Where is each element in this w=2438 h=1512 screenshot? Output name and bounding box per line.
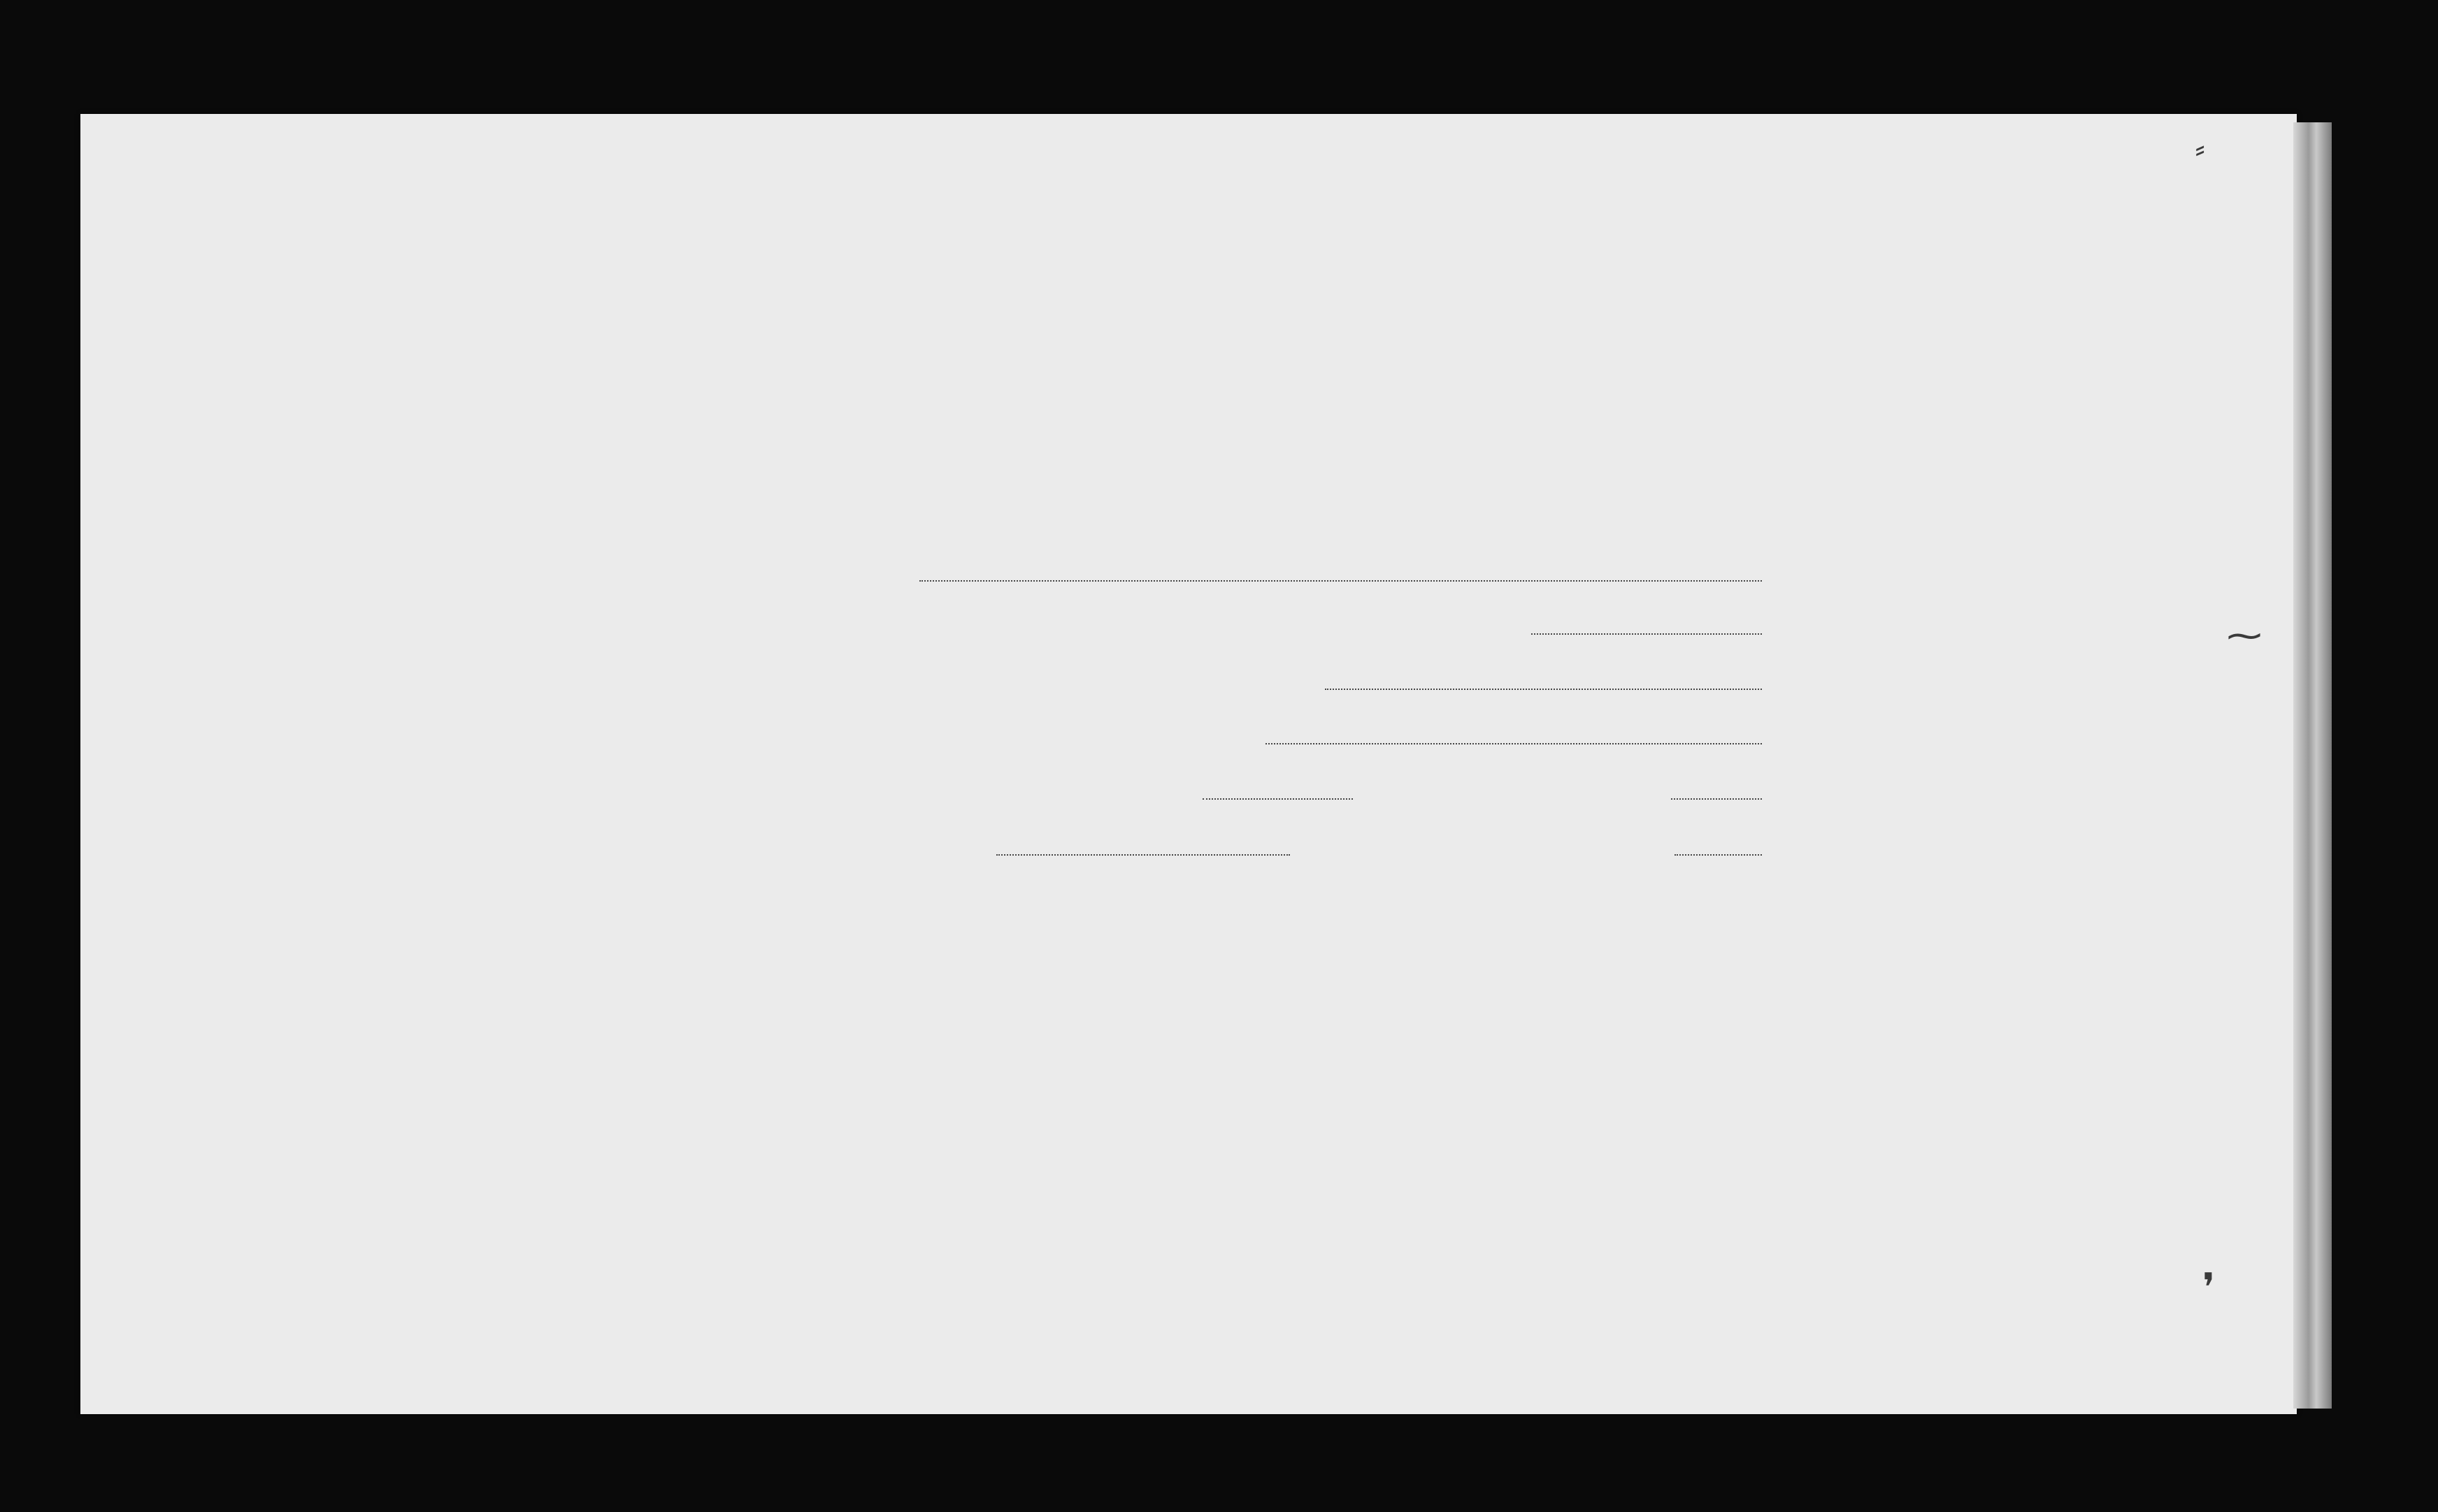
answer-line[interactable] [996, 854, 1290, 856]
answer-line[interactable] [1531, 633, 1762, 635]
answer-line[interactable] [1203, 798, 1353, 800]
answer-line[interactable] [919, 580, 1762, 582]
page-edge [2293, 122, 2332, 1409]
ink-mark: ⁓ [2227, 615, 2262, 656]
answer-line[interactable] [1325, 689, 1762, 690]
census-card [80, 114, 2297, 1414]
answer-line[interactable] [1265, 743, 1762, 744]
answer-line[interactable] [1675, 854, 1762, 856]
answer-line[interactable] [1671, 798, 1762, 800]
ink-blot: ❜ [2202, 1265, 2216, 1311]
ink-mark: ⸗ [2195, 133, 2205, 165]
